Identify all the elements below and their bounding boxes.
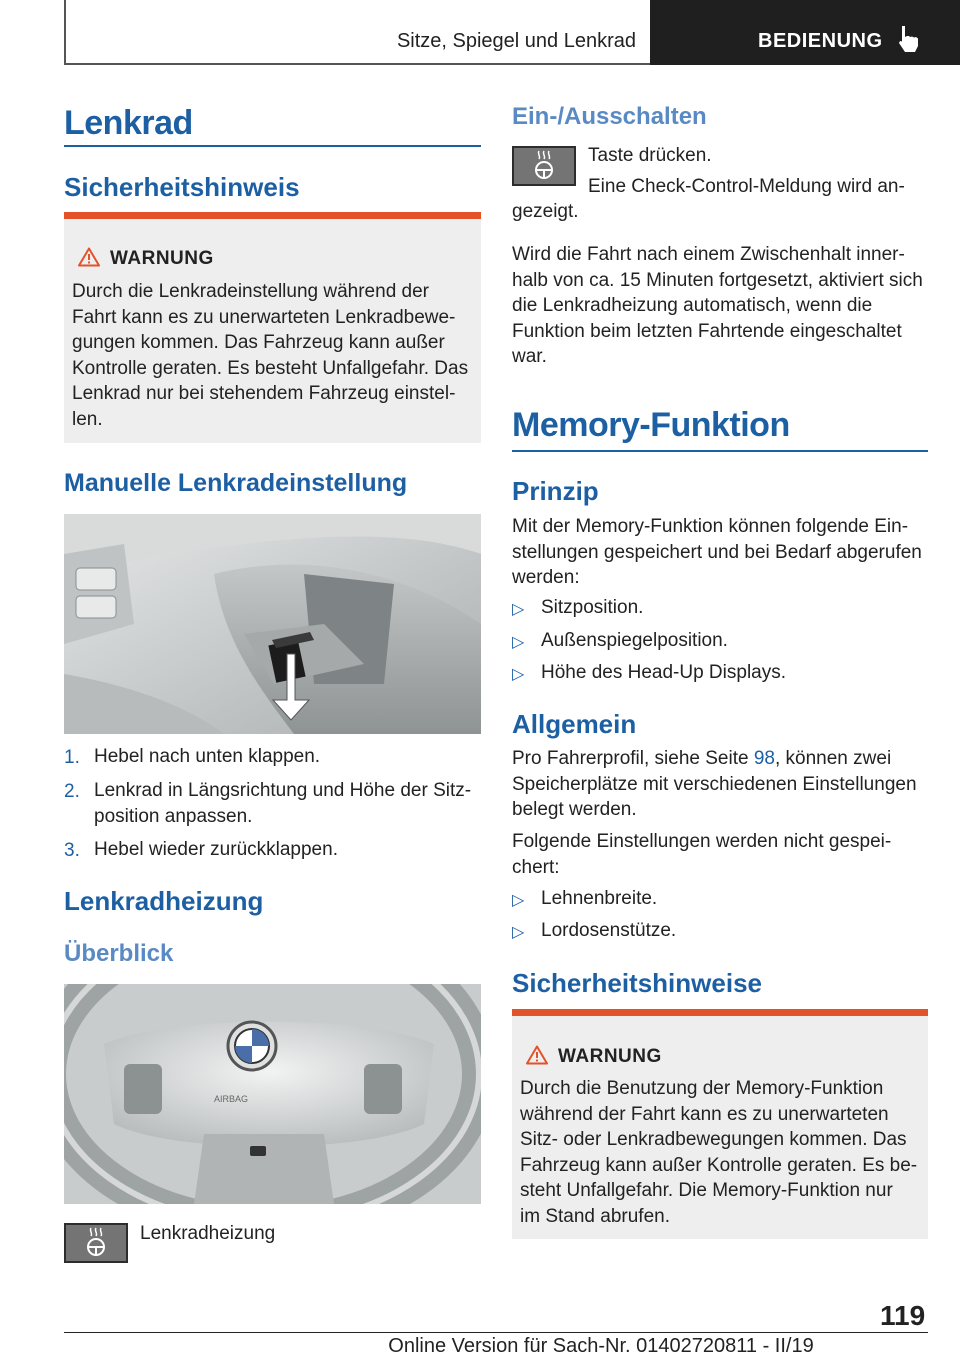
steering-wheel-heat-icon: [66, 1225, 126, 1261]
steering-heating-button-icon: [64, 1223, 128, 1263]
bullet-triangle-icon: ▷: [512, 601, 525, 618]
auto-line: Wird die Fahrt nach einem Zwischenhalt inner-: [512, 244, 905, 265]
warning-line: Lenkrad nur bei stehendem Fahrzeug einstel-: [72, 383, 456, 404]
step-number: 1.: [64, 747, 80, 768]
header-chapter-label: BEDIENUNG: [758, 30, 883, 52]
not-saved-line: Folgende Einstellungen werden nicht gespei-: [512, 831, 892, 852]
step-text: [94, 744, 481, 770]
auto-activation-text: [512, 242, 928, 370]
steering-heating-button-icon: [512, 146, 576, 186]
heating-heading: Lenkradheizung: [64, 886, 264, 916]
page-number: 119: [880, 1300, 926, 1331]
warning-triangle-icon: [526, 1045, 548, 1065]
title-rule: [64, 145, 481, 147]
auto-line: Funktion beim letzten Fahrtende eingeschaltet: [512, 320, 902, 342]
warning-line: Sitz- oder Lenkradbewegungen kommen. Das: [520, 1129, 907, 1150]
page-link-98[interactable]: 98: [753, 748, 775, 769]
general-text: [512, 746, 928, 823]
bullet-item: Lordosenstütze.: [541, 920, 677, 941]
auto-line: war.: [512, 346, 547, 367]
step-text: [94, 837, 481, 863]
general-heading: Allgemein: [512, 709, 637, 739]
not-saved-text: [512, 829, 928, 880]
general-line: Speicherplätze mit verschiedenen Einstellungen: [512, 773, 917, 795]
principle-line: stellungen gespeichert und bei Bedarf abgerufen: [512, 541, 922, 563]
warning-line: im Stand abrufen.: [520, 1205, 670, 1227]
onoff-line: Taste drücken.: [588, 145, 712, 166]
safety-heading: Sicherheitshinweis: [64, 172, 300, 202]
header-bottom-rule: [64, 63, 650, 65]
header-left-border: [64, 0, 66, 64]
bullet-triangle-icon: ▷: [512, 634, 525, 651]
principle-text: [512, 514, 928, 591]
steering-lever-photo: [64, 514, 481, 734]
warning-box-memory: [512, 1009, 928, 1239]
photo-caption: Lenkradheizung: [140, 1223, 276, 1244]
onoff-heading: Ein-/Ausschalten: [512, 103, 707, 130]
warning-text: [520, 1076, 924, 1229]
warning-line: Durch die Lenkradeinstellung während der: [72, 281, 430, 302]
bullet-triangle-icon: ▷: [512, 892, 525, 909]
step-line: Hebel wieder zurückklappen.: [94, 839, 338, 860]
airbag-label: AIRBAG: [214, 1094, 249, 1104]
warning-title: WARNUNG: [110, 248, 214, 269]
warning-box-steering: [64, 212, 481, 443]
principle-line: werden:: [512, 567, 580, 588]
not-saved-line: chert:: [512, 856, 560, 878]
warning-line: Durch die Benutzung der Memory-Funktion: [520, 1078, 884, 1099]
memory-safety-heading: Sicherheitshinweise: [512, 968, 762, 998]
bullet-item: Lehnenbreite.: [541, 888, 658, 909]
memory-title: Memory-Funktion: [512, 406, 790, 444]
steering-lever-illustration: [64, 514, 481, 734]
warning-text: [72, 279, 477, 432]
step-line: Hebel nach unten klappen.: [94, 746, 321, 767]
steering-wheel-photo: [64, 984, 481, 1204]
warning-line: steht Unfallgefahr. Die Memory-Funktion nur: [520, 1180, 893, 1201]
step-line: Lenkrad in Längsrichtung und Höhe der Sitz-: [94, 780, 472, 801]
bullet-item: Außenspiegelposition.: [541, 630, 728, 651]
header-section-title: Sitze, Spiegel und Lenkrad: [396, 30, 636, 52]
warning-line: während der Fahrt kann es zu unerwarteten: [520, 1103, 889, 1125]
onoff-line: gezeigt.: [512, 201, 579, 222]
step-number: 2.: [64, 781, 80, 802]
bullet-item: Höhe des Head-Up Displays.: [541, 662, 787, 683]
memory-title-rule: [512, 450, 928, 452]
warning-line: Fahrzeug kann außer Kontrolle geraten. Es be-: [520, 1154, 918, 1176]
warning-line: len.: [72, 408, 103, 430]
bullet-triangle-icon: ▷: [512, 666, 525, 683]
warning-title: WARNUNG: [558, 1046, 662, 1067]
page-title: Lenkrad: [64, 104, 193, 142]
bullet-triangle-icon: ▷: [512, 924, 525, 941]
steering-wheel-heat-icon: [514, 148, 574, 184]
warning-line: gungen kommen. Das Fahrzeug kann außer: [72, 332, 445, 353]
header-chapter-tab[interactable]: [650, 0, 960, 65]
principle-line: Mit der Memory-Funktion können folgende Ein-: [512, 516, 909, 537]
warning-line: Kontrolle geraten. Es besteht Unfallgefahr. Das: [72, 357, 469, 379]
step-line: position anpassen.: [94, 805, 253, 827]
bullet-item: Sitzposition.: [541, 597, 644, 618]
auto-line: halb von ca. 15 Minuten fortgesetzt, aktiviert sich: [512, 269, 923, 291]
step-number: 3.: [64, 840, 80, 861]
general-line-1-post: , können zwei: [774, 748, 892, 769]
general-line-1: [512, 746, 928, 772]
steering-wheel-illustration: [64, 984, 481, 1204]
footer-online-version: Online Version für Sach-Nr. 01402720811 - II/19: [388, 1335, 814, 1357]
general-line-1-pre: Pro Fahrerprofil, siehe Seite: [512, 748, 754, 769]
auto-line: die Lenkradheizung automatisch, wenn die: [512, 295, 873, 316]
manual-adjust-heading: Manuelle Lenkradeinstellung: [64, 469, 408, 497]
principle-heading: Prinzip: [512, 476, 599, 506]
onoff-line: Eine Check-Control-Meldung wird an-: [588, 176, 905, 197]
general-line: belegt werden.: [512, 799, 637, 820]
warning-line: Fahrt kann es zu unerwarteten Lenkradbewe-: [72, 306, 456, 328]
step-text: [94, 778, 481, 829]
footer-rule: [64, 1332, 928, 1333]
overview-heading: Überblick: [64, 940, 174, 967]
warning-triangle-icon: [78, 247, 100, 267]
hand-pointer-icon: [896, 24, 924, 54]
